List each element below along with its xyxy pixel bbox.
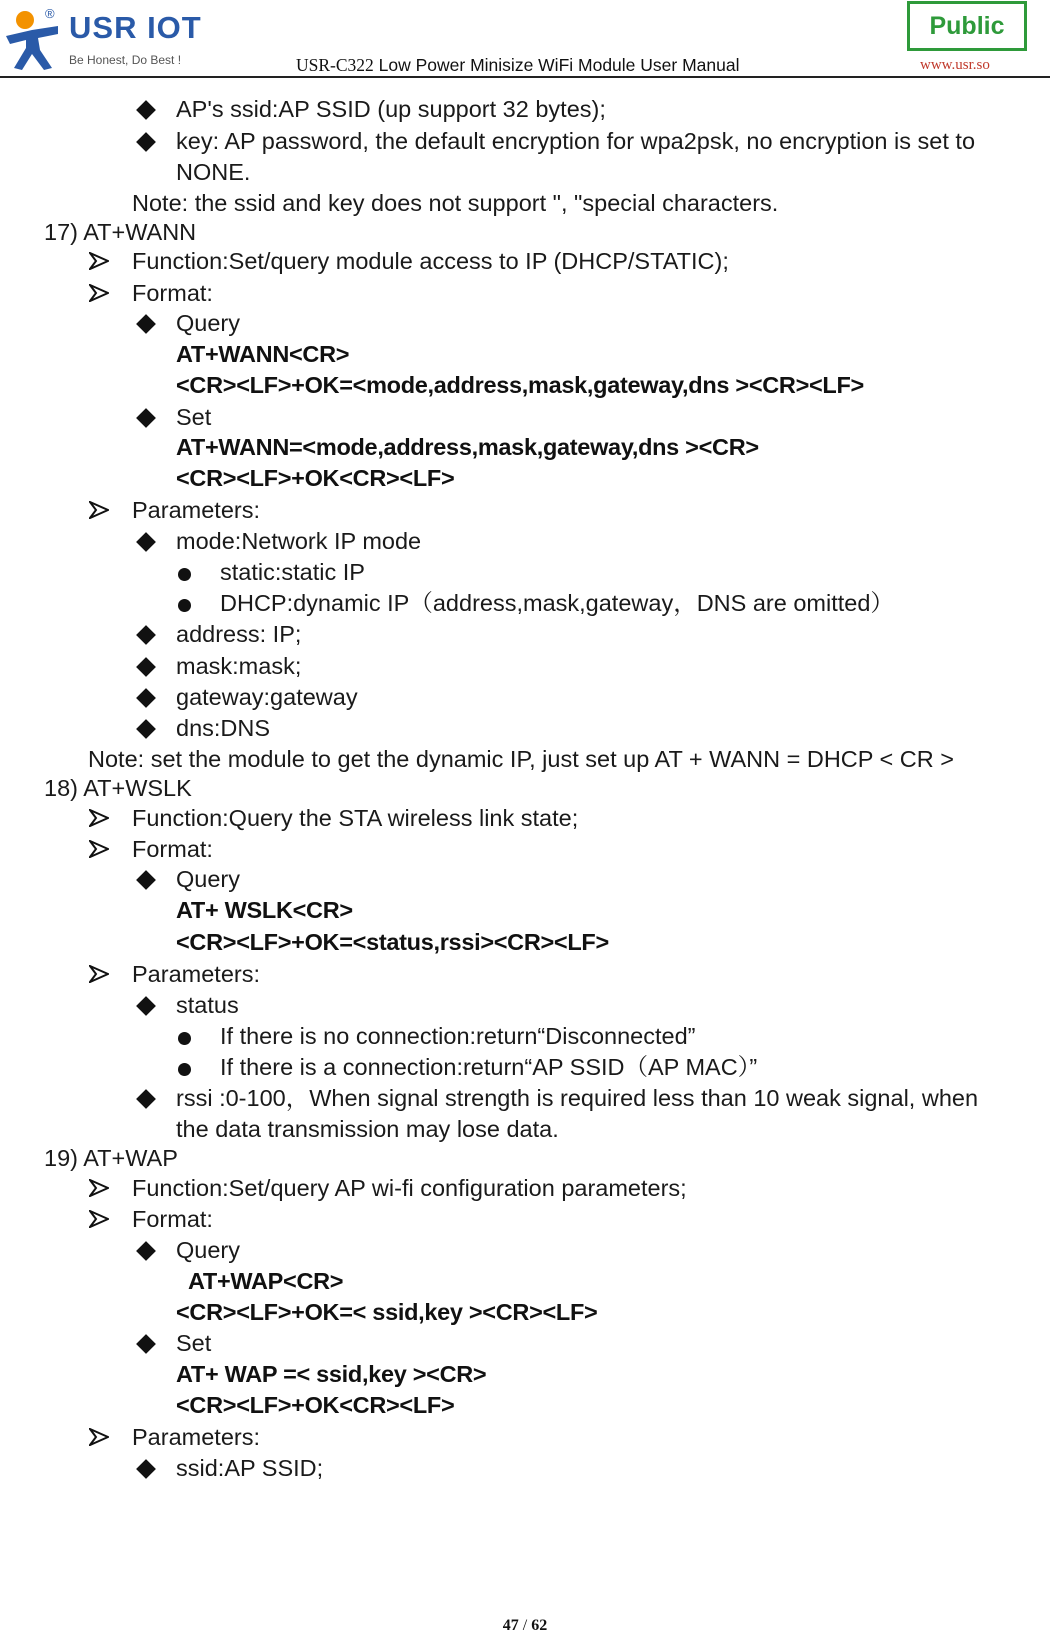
diamond-bullet-icon (136, 408, 156, 428)
code-line: <CR><LF>+OK<CR><LF> (176, 465, 455, 491)
text-line: status (176, 992, 239, 1018)
arrow-bullet-icon (89, 1210, 109, 1228)
dot-bullet-icon (178, 568, 191, 581)
code-line: AT+ WSLK<CR> (176, 897, 353, 923)
dot-bullet-icon (178, 599, 191, 612)
page-separator: / (518, 1617, 532, 1634)
text-line: gateway:gateway (176, 684, 358, 710)
section-heading: 18) AT+WSLK (44, 775, 192, 801)
text-line: dns:DNS (176, 715, 271, 741)
diamond-bullet-icon (136, 657, 156, 677)
text-line: Query (176, 866, 240, 892)
brand-slogan: Be Honest, Do Best ! (69, 53, 182, 67)
public-badge (907, 1, 1027, 51)
text-line: mode:Network IP mode (176, 528, 422, 554)
dot-bullet-icon (178, 1063, 191, 1076)
note-line: Note: set the module to get the dynamic IP, just set up AT + WANN = DHCP < CR > (88, 746, 955, 772)
section-heading: 19) AT+WAP (44, 1145, 178, 1171)
current-page: 47 (502, 1617, 519, 1634)
text-line: address: IP; (176, 621, 302, 647)
diamond-bullet-icon (136, 532, 156, 552)
text-line: Format: (132, 280, 213, 306)
arrow-bullet-icon (89, 965, 109, 983)
text-line: DHCP:dynamic IP（address,mask,gateway，DNS are omitted） (220, 590, 894, 616)
diamond-bullet-icon (136, 688, 156, 708)
header-divider (0, 76, 1050, 78)
document-title (296, 55, 739, 76)
text-line: Function:Set/query module access to IP (DHCP/STATIC); (132, 248, 729, 274)
diamond-bullet-icon (136, 314, 156, 334)
diamond-bullet-icon (136, 1241, 156, 1261)
diamond-bullet-icon (136, 870, 156, 890)
arrow-bullet-icon (89, 840, 109, 858)
code-line: AT+WANN=<mode,address,mask,gateway,dns ><CR> (176, 434, 759, 460)
diamond-bullet-icon (136, 132, 156, 152)
text-line: AP's ssid:AP SSID (up support 32 bytes); (176, 96, 606, 122)
text-line: Query (176, 310, 240, 336)
arrow-bullet-icon (89, 501, 109, 519)
text-line: Function:Query the STA wireless link state; (132, 805, 579, 831)
text-line: the data transmission may lose data. (176, 1116, 559, 1142)
text-line: Format: (132, 836, 213, 862)
usr-logo-icon (2, 6, 66, 72)
website-link[interactable]: www.usr.so (920, 57, 990, 73)
diamond-bullet-icon (136, 1459, 156, 1479)
note-line: Note: the ssid and key does not support ", "special characters. (132, 190, 779, 216)
text-line: NONE. (176, 159, 251, 185)
code-line: <CR><LF>+OK=< ssid,key ><CR><LF> (176, 1299, 598, 1325)
text-line: Parameters: (132, 961, 260, 987)
code-line: AT+ WAP =< ssid,key ><CR> (176, 1361, 487, 1387)
text-line: mask:mask; (176, 653, 302, 679)
text-line: Parameters: (132, 1424, 260, 1450)
diamond-bullet-icon (136, 719, 156, 739)
code-line: AT+WAP<CR> (188, 1268, 344, 1294)
text-line: key: AP password, the default encryption for wpa2psk, no encryption is set to (176, 128, 976, 154)
text-line: Format: (132, 1206, 213, 1232)
code-line: <CR><LF>+OK=<mode,address,mask,gateway,dns ><CR><LF> (176, 372, 864, 398)
text-line: Set (176, 1330, 212, 1356)
arrow-bullet-icon (89, 284, 109, 302)
brand-name: USR IOT (69, 10, 202, 45)
dot-bullet-icon (178, 1032, 191, 1045)
page-header (0, 0, 1050, 78)
text-line: Query (176, 1237, 240, 1263)
text-line: ssid:AP SSID; (176, 1455, 324, 1481)
diamond-bullet-icon (136, 100, 156, 120)
title-rest: Low Power Minisize WiFi Module User Manual (373, 55, 740, 75)
section-heading: 17) AT+WANN (44, 219, 197, 245)
arrow-bullet-icon (89, 252, 109, 270)
text-line: If there is a connection:return“AP SSID（AP MAC）” (220, 1054, 758, 1080)
arrow-bullet-icon (89, 1179, 109, 1197)
text-line: Set (176, 404, 212, 430)
registered-mark: ® (45, 6, 55, 21)
text-line: If there is no connection:return“Disconnected” (220, 1023, 696, 1049)
diamond-bullet-icon (136, 1089, 156, 1109)
arrow-bullet-icon (89, 809, 109, 827)
code-line: <CR><LF>+OK<CR><LF> (176, 1392, 455, 1418)
public-badge-label: Public (929, 11, 1005, 40)
diamond-bullet-icon (136, 625, 156, 645)
diamond-bullet-icon (136, 996, 156, 1016)
diamond-bullet-icon (136, 1334, 156, 1354)
page-number (0, 1617, 1050, 1635)
code-line: AT+WANN<CR> (176, 341, 350, 367)
text-line: static:static IP (220, 559, 365, 585)
total-pages: 62 (531, 1617, 548, 1634)
text-line: Parameters: (132, 497, 260, 523)
model-number: USR-C322 (296, 55, 374, 75)
text-line: rssi :0-100，When signal strength is required less than 10 weak signal, when (176, 1085, 979, 1111)
arrow-bullet-icon (89, 1428, 109, 1446)
code-line: <CR><LF>+OK=<status,rssi><CR><LF> (176, 929, 609, 955)
text-line: Function:Set/query AP wi-fi configuration parameters; (132, 1175, 687, 1201)
